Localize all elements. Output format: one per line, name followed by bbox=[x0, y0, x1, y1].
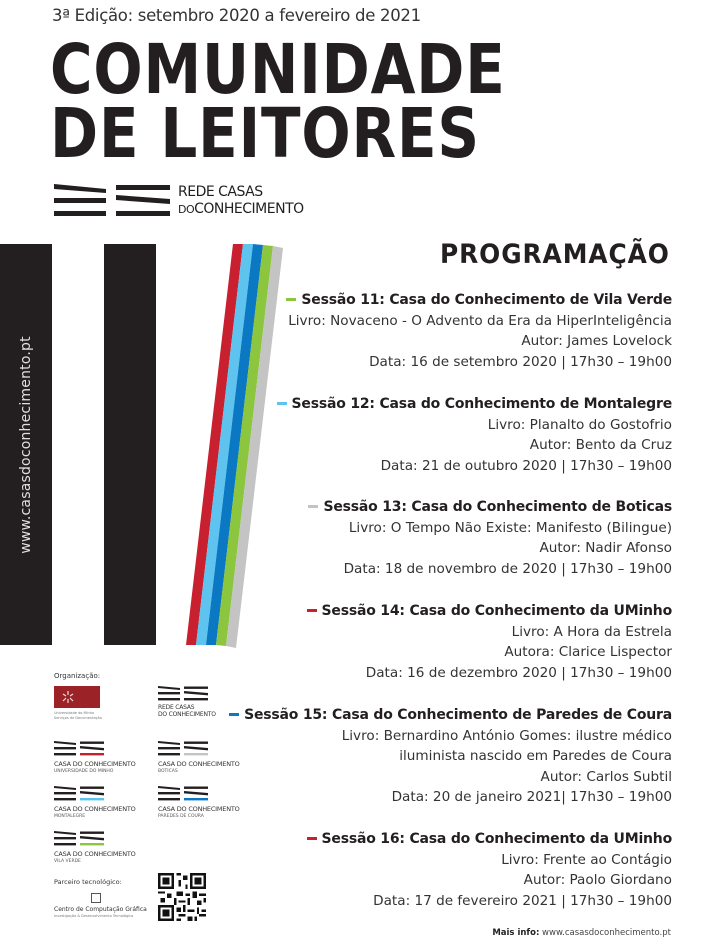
session-13 bbox=[308, 497, 672, 579]
logo-caption: CASA DO CONHECIMENTO bbox=[158, 760, 240, 768]
more-info bbox=[492, 928, 671, 938]
rede-casas-mark-icon bbox=[54, 184, 170, 218]
casa-mini-mark-icon bbox=[54, 831, 104, 847]
program-heading: PROGRAMAÇÃO bbox=[440, 239, 670, 270]
edition-subtitle: 3ª Edição: setembro 2020 a fevereiro de 2021 bbox=[52, 6, 421, 25]
rede-casas-wordmark bbox=[178, 184, 304, 218]
rede-casas-do: DO bbox=[178, 203, 195, 216]
session-12 bbox=[277, 394, 672, 476]
session-14 bbox=[307, 601, 672, 683]
page-title-line-2: DE LEITORES bbox=[50, 94, 480, 174]
casa-mini-mark-icon bbox=[158, 786, 208, 802]
session-title: Sessão 14: Casa do Conhecimento da UMinho bbox=[321, 603, 672, 619]
session-11 bbox=[286, 290, 672, 372]
uminho-caption-line1: Universidade do Minho bbox=[54, 711, 95, 715]
session-book: Livro: Frente ao Contágio bbox=[501, 851, 672, 868]
vertical-website-wrapper bbox=[0, 244, 52, 645]
session-date: Data: 21 de outubro 2020 | 17h30 – 19h00 bbox=[380, 457, 672, 474]
session-author: Autor: Carlos Subtil bbox=[540, 768, 672, 785]
uminho-caption bbox=[54, 711, 102, 721]
logo-sub: UNIVERSIDADE DO MINHO bbox=[54, 769, 114, 774]
logo-caption: CASA DO CONHECIMENTO bbox=[54, 850, 136, 858]
rede-casas-conhecimento: CONHECIMENTO bbox=[194, 201, 304, 217]
session-color-marker-icon bbox=[307, 837, 317, 840]
session-title: Sessão 16: Casa do Conhecimento da UMinho bbox=[321, 831, 672, 847]
page-title-line-1: COMUNIDADE bbox=[50, 30, 506, 110]
partner-subtitle: Investigação & Desenvolvimento Tecnológico bbox=[54, 914, 134, 918]
session-date: Data: 20 de janeiro 2021| 17h30 – 19h00 bbox=[391, 789, 672, 806]
decorative-black-bar-2 bbox=[104, 244, 156, 645]
rede-casas-logo bbox=[54, 184, 324, 220]
partner-label: Parceiro tecnológico: bbox=[54, 878, 122, 886]
logo-caption: CASA DO CONHECIMENTO bbox=[158, 805, 240, 813]
session-title: Sessão 15: Casa do Conhecimento de Paredes de Coura bbox=[244, 707, 672, 723]
logo-caption-2: DO CONHECIMENTO bbox=[158, 711, 216, 718]
vertical-website-text: www.casasdoconhecimento.pt bbox=[18, 335, 34, 554]
ccg-logo-icon bbox=[91, 893, 101, 903]
rede-casas-line2 bbox=[178, 201, 304, 218]
session-author: Autor: Nadir Afonso bbox=[539, 540, 672, 557]
session-15 bbox=[229, 705, 672, 808]
logo-caption: REDE CASAS bbox=[158, 704, 195, 711]
session-author: Autor: Bento da Cruz bbox=[529, 437, 672, 454]
more-info-label: Mais info: bbox=[492, 928, 540, 938]
session-title: Sessão 13: Casa do Conhecimento de Boticas bbox=[323, 499, 672, 515]
casa-mini-mark-icon bbox=[158, 741, 208, 757]
organization-label: Organização: bbox=[54, 672, 101, 680]
session-date: Data: 17 de fevereiro 2021 | 17h30 – 19h00 bbox=[373, 892, 672, 909]
logo-casa-boticas bbox=[158, 741, 240, 774]
uminho-caption-line2: Serviços de Documentação bbox=[54, 716, 102, 720]
session-color-marker-icon bbox=[286, 298, 296, 301]
session-author: Autor: James Lovelock bbox=[521, 333, 672, 350]
logo-rede-casas bbox=[158, 686, 216, 718]
session-book: Livro: Bernardino António Gomes: ilustre médico bbox=[341, 727, 672, 744]
logo-sub: BOTICAS bbox=[158, 769, 178, 774]
logo-casa-paredes-de-coura bbox=[158, 786, 240, 819]
colored-stripes-icon bbox=[180, 240, 290, 650]
session-color-marker-icon bbox=[308, 505, 318, 508]
session-book: Livro: Planalto do Gostofrio bbox=[487, 416, 672, 433]
logo-casa-montalegre bbox=[54, 786, 136, 819]
session-book: Livro: Novaceno - O Advento da Era da HiperInteligência bbox=[288, 312, 672, 329]
session-color-marker-icon bbox=[307, 609, 317, 612]
rede-casas-mini-mark-icon bbox=[158, 686, 208, 702]
logo-sub: PAREDES DE COURA bbox=[158, 814, 204, 819]
session-date: Data: 16 de dezembro 2020 | 17h30 – 19h00 bbox=[365, 664, 672, 681]
uminho-emblem-icon bbox=[54, 686, 100, 708]
logo-sub: MONTALEGRE bbox=[54, 814, 86, 819]
partner-name: Centro de Computação Gráfica bbox=[54, 906, 147, 913]
session-book: Livro: A Hora da Estrela bbox=[511, 623, 672, 640]
session-author: Autora: Clarice Lispector bbox=[504, 644, 672, 661]
logo-caption: CASA DO CONHECIMENTO bbox=[54, 760, 136, 768]
casa-mini-mark-icon bbox=[54, 786, 104, 802]
logo-casa-uminho bbox=[54, 741, 136, 774]
session-book: Livro: O Tempo Não Existe: Manifesto (Bilingue) bbox=[348, 519, 672, 536]
uminho-logo bbox=[54, 686, 100, 708]
session-color-marker-icon bbox=[277, 402, 287, 405]
casa-mini-mark-icon bbox=[54, 741, 104, 757]
session-author: Autor: Paolo Giordano bbox=[523, 872, 672, 889]
logo-sub: VILA VERDE bbox=[54, 859, 81, 864]
session-title: Sessão 11: Casa do Conhecimento de Vila Verde bbox=[301, 292, 672, 308]
session-date: Data: 18 de novembro de 2020 | 17h30 – 19h00 bbox=[343, 560, 672, 577]
session-16 bbox=[307, 829, 672, 911]
more-info-url[interactable]: www.casasdoconhecimento.pt bbox=[542, 928, 671, 938]
logo-casa-vila-verde bbox=[54, 831, 136, 864]
session-date: Data: 16 de setembro 2020 | 17h30 – 19h00 bbox=[369, 353, 672, 370]
rede-casas-line1: REDE CASAS bbox=[178, 184, 263, 200]
session-color-marker-icon bbox=[229, 713, 239, 716]
session-title: Sessão 12: Casa do Conhecimento de Montalegre bbox=[291, 396, 672, 412]
qr-code-icon[interactable] bbox=[158, 873, 206, 921]
logo-caption: CASA DO CONHECIMENTO bbox=[54, 805, 136, 813]
session-book-cont: iluminista nascido em Paredes de Coura bbox=[399, 748, 672, 765]
